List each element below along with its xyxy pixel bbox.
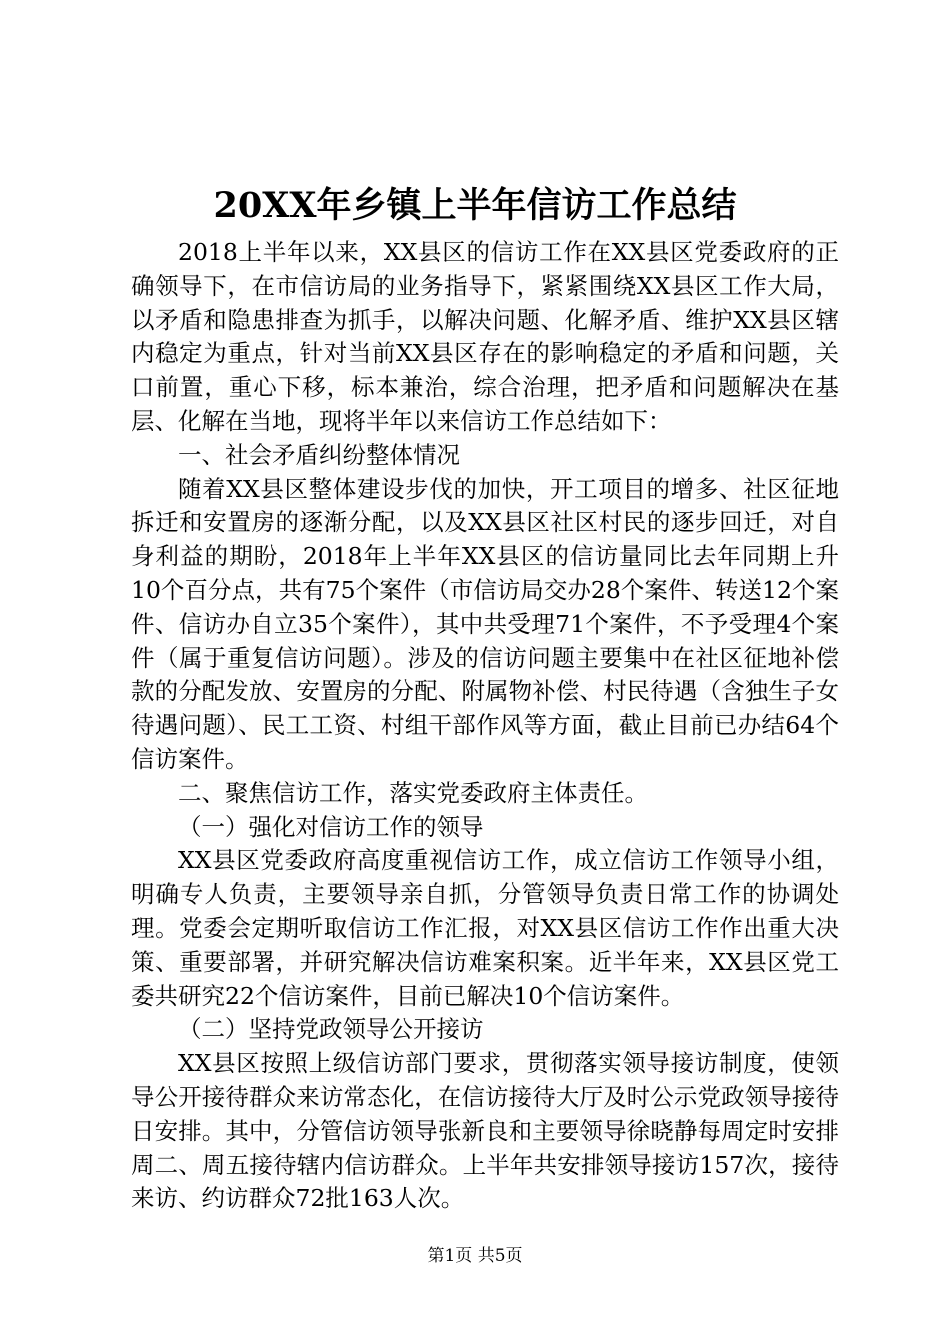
subsection-heading-2: （二）坚持党政领导公开接访 — [178, 1015, 484, 1044]
section-heading-1: 一、社会矛盾纠纷整体情况 — [178, 440, 460, 469]
section-1-paragraph: 随着XX县区整体建设步伐的加快，开工项目的增多、社区征地拆迁和安置房的逐渐分配，以及XX县区社区村民的逐步回迁，对自身利益的期盼，2018年上半年XX县区的信访量同比去年同期上升10个百分点，共有75个案件（市信访局交办28个案件、转送12个案件、信访办自立35个案件），其中共受理71个案件，不予受理4个案件（属于重复信访问题）。涉及的信访问题主要集中在社区征地补偿款的分配发放、安置房的分配、附属物补偿、村民待遇（含独生子女待遇问题）、民工工资、村组干部作风等方面，截止目前已办结64个信访案件。 — [131, 474, 839, 773]
intro-paragraph: 2018上半年以来，XX县区的信访工作在XX县区党委政府的正确领导下，在市信访局的业务指导下，紧紧围绕XX县区工作大局，以矛盾和隐患排查为抓手，以解决问题、化解矛盾、维护XX县区辖内稳定为重点，针对当前XX县区存在的影响稳定的矛盾和问题，关口前置，重心下移，标本兼治，综合治理，把矛盾和问题解决在基层、化解在当地，现将半年以来信访工作总结如下： — [131, 238, 839, 435]
section-heading-2: 二、聚焦信访工作，落实党委政府主体责任。 — [178, 778, 648, 807]
page-footer: 第1页 共5页 — [427, 1246, 523, 1266]
subsection-1-paragraph: XX县区党委政府高度重视信访工作，成立信访工作领导小组，明确专人负责，主要领导亲自抓，分管领导负责日常工作的协调处理。党委会定期听取信访工作汇报，对XX县区信访工作作出重大决策、重要部署，并研究解决信访难案积案。近半年来，XX县区党工委共研究22个信访案件，目前已解决10个信访案件。 — [131, 846, 839, 1010]
subsection-heading-1: （一）强化对信访工作的领导 — [178, 812, 484, 841]
document-body — [131, 236, 839, 1216]
subsection-2-paragraph: XX县区按照上级信访部门要求，贯彻落实领导接访制度，使领导公开接待群众来访常态化，在信访接待大厅及时公示党政领导接待日安排。其中，分管信访领导张新良和主要领导徐晓静每周定时安排周二、周五接待辖内信访群众。上半年共安排领导接访157次，接待来访、约访群众72批163人次。 — [131, 1049, 839, 1213]
document-title: 20XX年乡镇上半年信访工作总结 — [213, 185, 737, 226]
